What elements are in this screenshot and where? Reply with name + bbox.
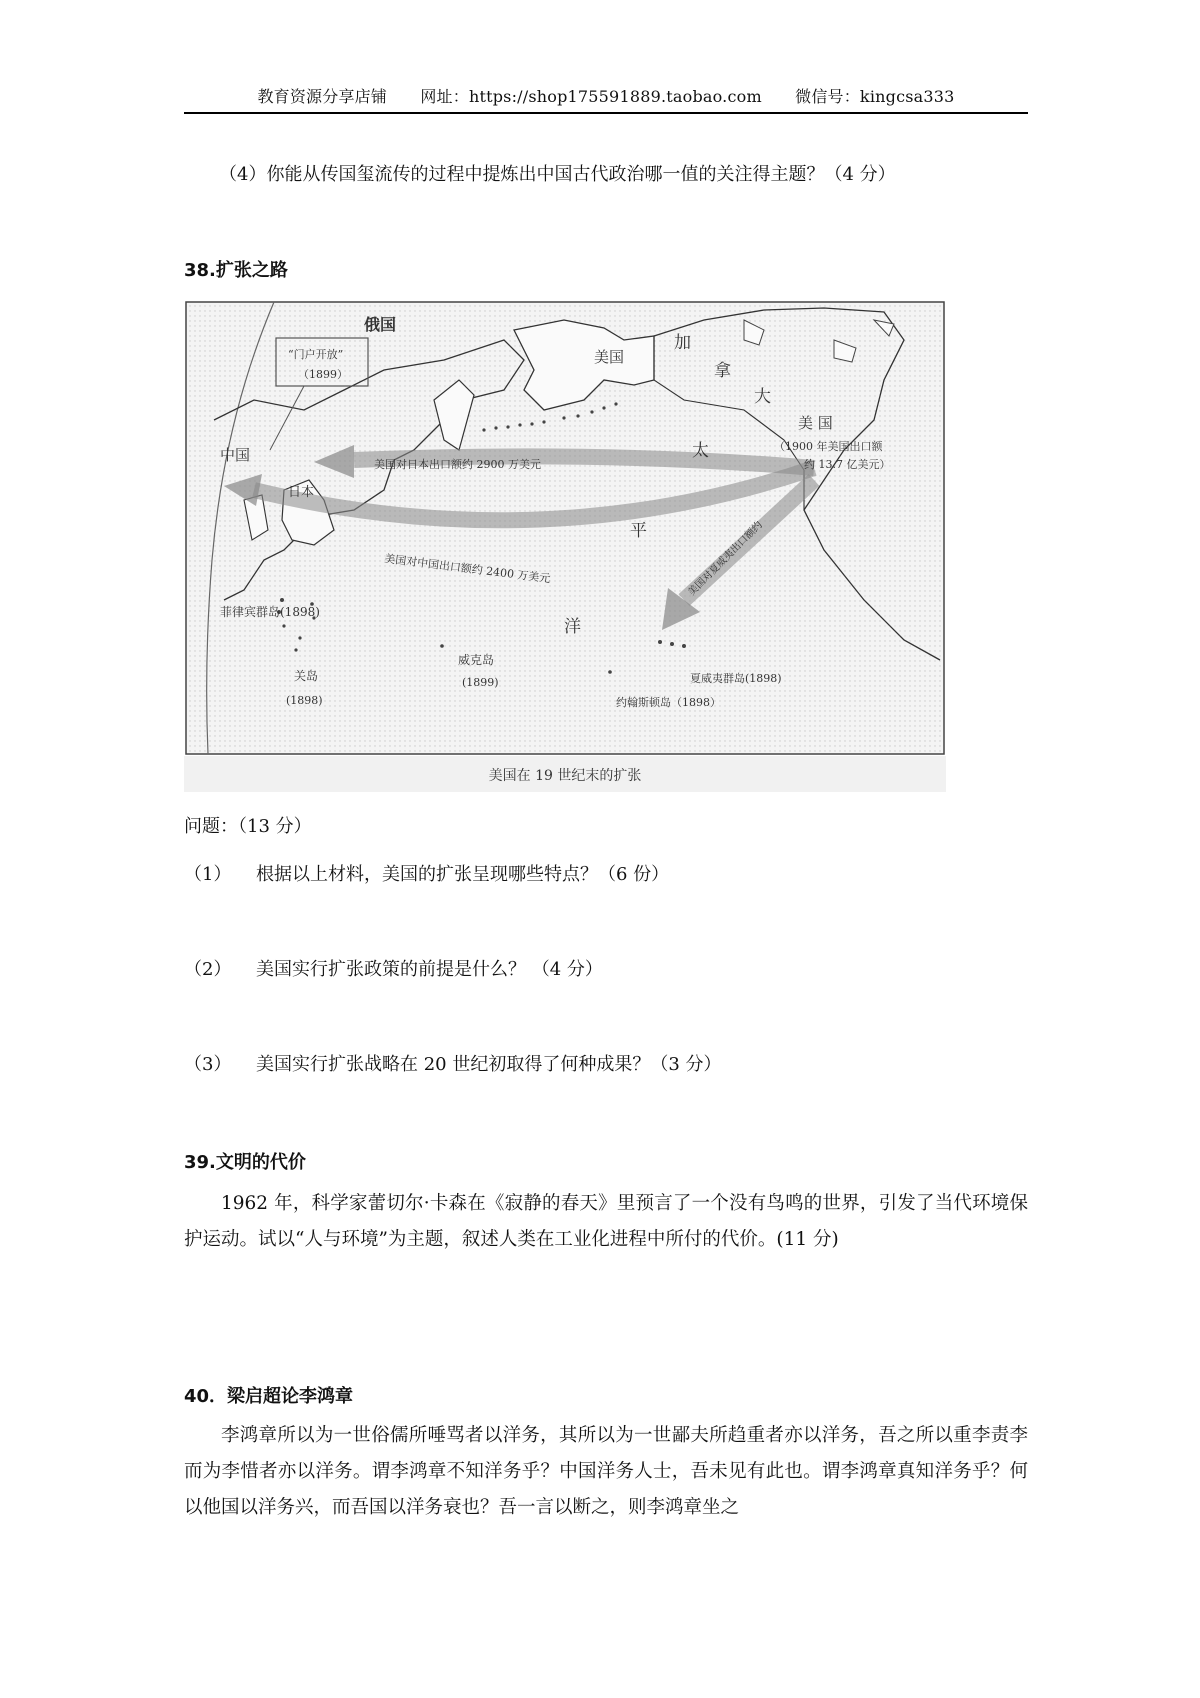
question-3-text: 美国实行扩张战略在 20 世纪初取得了何种成果？（3 分） bbox=[256, 1054, 722, 1075]
label-open-door: “门户开放” bbox=[288, 348, 344, 361]
label-guam-year: (1898) bbox=[286, 694, 323, 707]
question-1 bbox=[184, 860, 669, 886]
label-canada-1: 加 bbox=[674, 333, 691, 353]
label-export-2: 约 13.7 亿美元） bbox=[804, 458, 891, 471]
label-ocean-3: 洋 bbox=[564, 617, 581, 637]
question-1-number: （1） bbox=[184, 864, 232, 885]
question-2 bbox=[184, 955, 603, 981]
label-usa: 美 国 bbox=[798, 414, 833, 432]
q38-title: 38.扩张之路 bbox=[184, 260, 288, 281]
expansion-map bbox=[184, 300, 946, 792]
label-philippines: 菲律宾群岛(1898) bbox=[220, 605, 320, 619]
label-russia: 俄国 bbox=[364, 315, 397, 334]
q39-title: 39.文明的代价 bbox=[184, 1152, 306, 1173]
label-wake-year: (1899) bbox=[462, 676, 499, 689]
label-ocean-1: 太 bbox=[692, 441, 709, 461]
label-johnston: 约翰斯顿岛（1898） bbox=[616, 696, 721, 709]
shop-url: 网址：https://shop175591889.taobao.com bbox=[420, 87, 762, 106]
question-1-text: 根据以上材料，美国的扩张呈现哪些特点？（6 份） bbox=[256, 864, 670, 885]
question-2-number: （2） bbox=[184, 959, 232, 980]
label-arrow-hawaii: 美国对夏威夷出口额约 bbox=[686, 519, 765, 599]
label-guam: 关岛 bbox=[294, 669, 319, 683]
label-canada-3: 大 bbox=[754, 387, 771, 407]
question-2-text: 美国实行扩张政策的前提是什么？ （4 分） bbox=[256, 959, 603, 980]
label-ocean-2: 平 bbox=[630, 521, 647, 541]
label-arrow-china: 美国对中国出口额约 2400 万美元 bbox=[383, 552, 551, 586]
q39-body: 1962 年，科学家蕾切尔·卡森在《寂静的春天》里预言了一个没有鸟鸣的世界，引发了当代环境保护运动。试以“人与环境”为主题，叙述人类在工业化进程中所付的代价。(11 分) bbox=[184, 1193, 1028, 1250]
questions-title: 问题：（13 分） bbox=[184, 816, 312, 837]
wechat-id: 微信号：kingcsa333 bbox=[795, 87, 955, 106]
label-open-door-year: （1899） bbox=[298, 368, 348, 381]
label-japan: 日本 bbox=[288, 485, 315, 500]
question-3-number: （3） bbox=[184, 1054, 232, 1075]
label-arrow-japan: 美国对日本出口额约 2900 万美元 bbox=[374, 458, 541, 471]
label-usa-alaska: 美国 bbox=[594, 348, 625, 366]
page-header bbox=[184, 84, 1028, 114]
label-export-1: （1900 年美国出口额 bbox=[774, 440, 883, 453]
shop-name: 教育资源分享店铺 bbox=[257, 87, 388, 106]
q40-title: 40．梁启超论李鸿章 bbox=[184, 1386, 354, 1407]
q40-body: 李鸿章所以为一世俗儒所唾骂者以洋务，其所以为一世鄙夫所趋重者亦以洋务，吾之所以重李责李而为李惜者亦以洋务。谓李鸿章不知洋务乎？中国洋务人士，吾未见有此也。谓李鸿章真知洋务乎？何以他国以洋务兴，而吾国以洋务衰也？吾一言以断之，则李鸿章坐之 bbox=[184, 1425, 1028, 1518]
label-wake: 威克岛 bbox=[458, 653, 495, 667]
question-3 bbox=[184, 1050, 722, 1076]
q37-part4: （4）你能从传国玺流传的过程中提炼出中国古代政治哪一值的关注得主题？（4 分） bbox=[219, 164, 896, 185]
map-caption: 美国在 19 世纪末的扩张 bbox=[488, 768, 642, 784]
label-hawaii: 夏威夷群岛(1898) bbox=[690, 672, 782, 685]
label-canada-2: 拿 bbox=[714, 361, 731, 381]
label-china: 中国 bbox=[220, 446, 251, 464]
